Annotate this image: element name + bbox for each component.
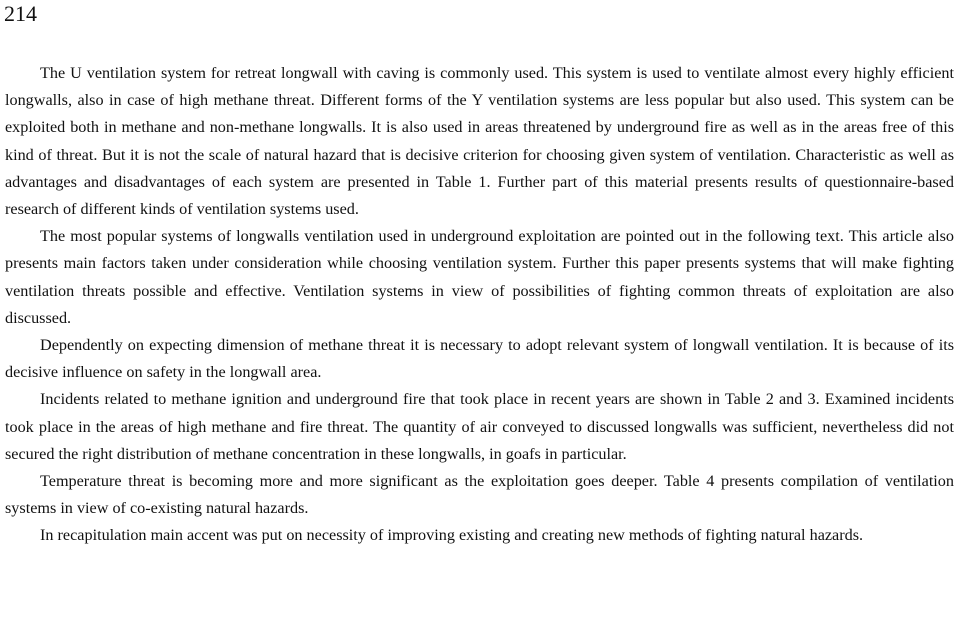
paragraph: The most popular systems of longwalls ventilation used in underground exploitation are pointed out in the following text. This article also presents main factors taken under consideration while choosing ventilation system. Further this paper presents systems that will make fighting ventilation threats possible and effective. Ventilation systems in view of possibilities of fighting common threats of exploitation are also discussed. xyxy=(5,227,954,327)
paragraph: Dependently on expecting dimension of methane threat it is necessary to adopt relevant system of longwall ventilation. It is because of its decisive influence on safety in the longwall area. xyxy=(5,336,954,382)
article-body xyxy=(5,60,954,550)
paragraph: Temperature threat is becoming more and more significant as the exploitation goes deeper. Table 4 presents compilation of ventilation systems in view of co-existing natural hazards. xyxy=(5,472,954,518)
paragraph: The U ventilation system for retreat longwall with caving is commonly used. This system is used to ventilate almost every highly efficient longwalls, also in case of high methane threat. Different forms of the Y ventilation systems are less popular but also used. This system can be exploited both in methane and non-methane longwalls. It is also used in areas threatened by underground fire as well as in the areas free of this kind of threat. But it is not the scale of natural hazard that is decisive criterion for choosing given system of ventilation. Characteristic as well as advantages and disadvantages of each system are presented in Table 1. Further part of this material presents results of questionnaire-based research of different kinds of ventilation systems used. xyxy=(5,64,954,219)
page-number: 214 xyxy=(4,1,37,26)
paragraph: In recapitulation main accent was put on necessity of improving existing and creating new methods of fighting natural hazards. xyxy=(40,526,864,545)
paragraph: Incidents related to methane ignition and underground fire that took place in recent years are shown in Table 2 and 3. Examined incidents took place in the areas of high methane and fire threat. The quantity of air conveyed to discussed longwalls was sufficient, nevertheless did not secured the right distribution of methane concentration in these longwalls, in goafs in particular. xyxy=(5,390,954,463)
